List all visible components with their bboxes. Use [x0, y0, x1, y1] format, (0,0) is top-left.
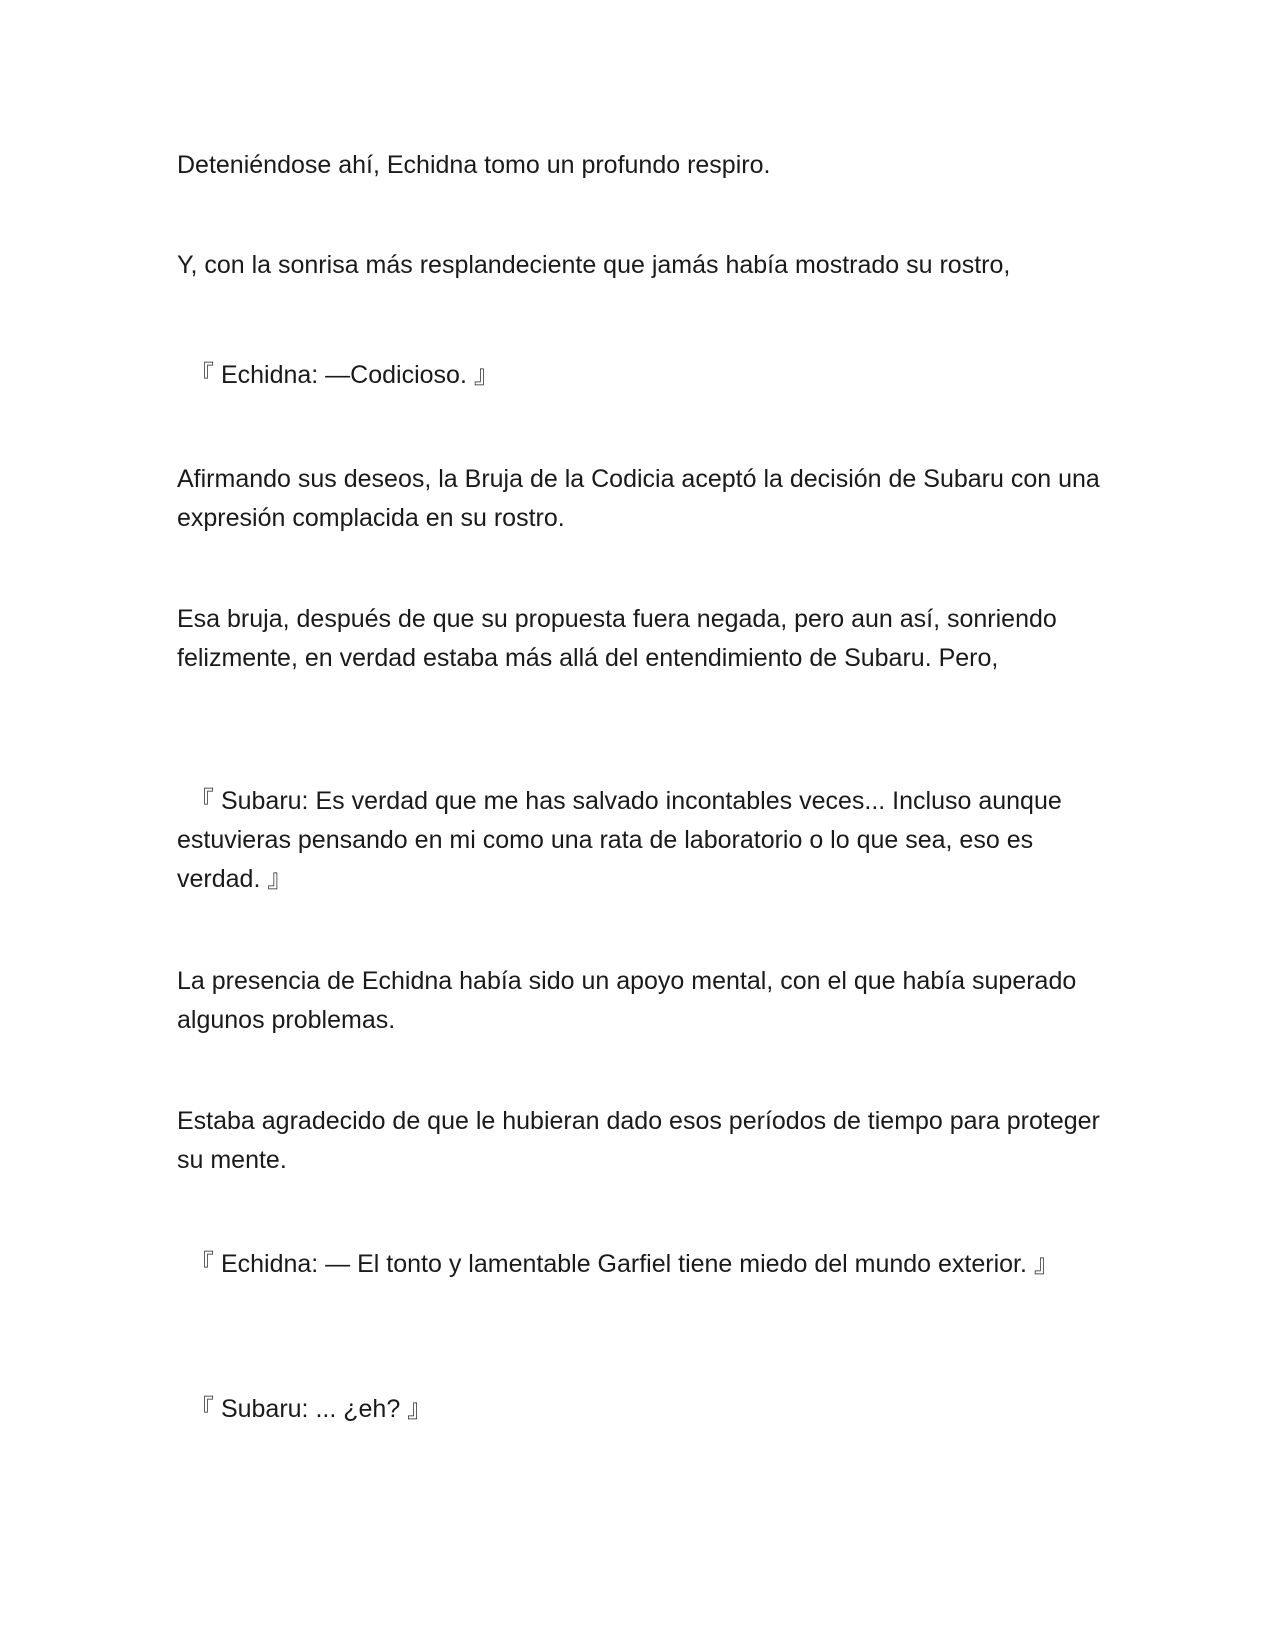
narration-paragraph: La presencia de Echidna había sido un apoyo mental, con el que había superado algunos problemas. — [177, 967, 1077, 1034]
dialogue-line-echidna: 『 Echidna: —Codicioso. 』 — [189, 361, 499, 389]
narration-paragraph: Esa bruja, después de que su propuesta fuera negada, pero aun así, sonriendo felizmente, en verdad estaba más allá del entendimiento de Subaru. Pero, — [177, 605, 1057, 672]
dialogue-line-subaru: 『 Subaru: Es verdad que me has salvado incontables veces... Incluso aunque estuvieras pensando en mi como una rata de laboratorio o lo que sea, eso es verdad. 』 — [177, 787, 1062, 893]
narration-paragraph: Estaba agradecido de que le hubieran dado esos períodos de tiempo para proteger su mente. — [177, 1107, 1100, 1174]
narration-paragraph: Deteniéndose ahí, Echidna tomo un profundo respiro. — [177, 151, 771, 179]
dialogue-line-subaru: 『 Subaru: ... ¿eh? 』 — [189, 1395, 433, 1423]
narration-paragraph: Y, con la sonrisa más resplandeciente que jamás había mostrado su rostro, — [177, 251, 1011, 279]
dialogue-line-echidna: 『 Echidna: — El tonto y lamentable Garfiel tiene miedo del mundo exterior. 』 — [189, 1250, 1059, 1278]
narration-paragraph: Afirmando sus deseos, la Bruja de la Codicia aceptó la decisión de Subaru con una expresión complacida en su rostro. — [177, 465, 1100, 532]
